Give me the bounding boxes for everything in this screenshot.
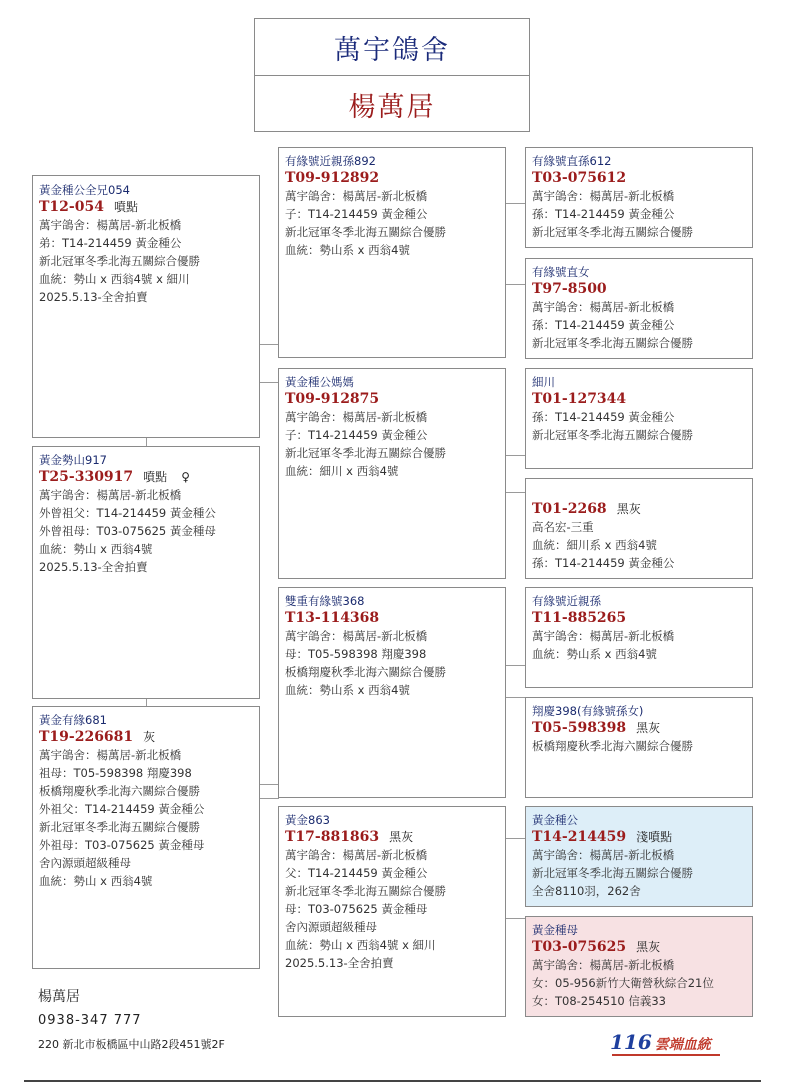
info-line: 血統：勢山系 x 西翁4號 bbox=[532, 647, 657, 661]
pigeon-name: 有緣號近親孫892 bbox=[285, 154, 376, 168]
pigeon-name: 黃金有緣681 bbox=[39, 713, 107, 727]
info-line: 祖母：T05-598398 翔慶398 bbox=[39, 766, 192, 780]
ring-number: T13-114368 bbox=[285, 610, 380, 626]
footer-address: 220 新北市板橋區中山路2段451號2F bbox=[38, 1038, 225, 1051]
pigeon-name: 雙重有緣號368 bbox=[285, 594, 365, 608]
info-line: 孫：T14-214459 黃金種公 bbox=[532, 318, 675, 332]
feather-color: 灰 bbox=[143, 730, 156, 744]
logo-number: 116 bbox=[610, 1030, 652, 1054]
info-line: 外祖母：T03-075625 黃金種母 bbox=[39, 838, 205, 852]
info-line: 弟：T14-214459 黃金種公 bbox=[39, 236, 182, 250]
brand-logo bbox=[610, 1030, 711, 1054]
ring-number: T14-214459 淺噴點 bbox=[532, 829, 673, 845]
pigeon-card-8500 bbox=[525, 258, 753, 359]
info-line: 萬宇鴿舍：楊萬居-新北板橋 bbox=[532, 629, 675, 643]
info-line: 萬宇鴿舍：楊萬居-新北板橋 bbox=[39, 748, 182, 762]
pigeon-card-625 bbox=[525, 916, 753, 1017]
ring-number: T12-054 噴點 bbox=[39, 199, 138, 215]
ring-number: T05-598398 黑灰 bbox=[532, 720, 661, 736]
info-line: 孫：T14-214459 黃金種公 bbox=[532, 556, 675, 570]
info-line: 女：05-956新竹大衛營秋綜合21位 bbox=[532, 976, 714, 990]
feather-color: 淺噴點 bbox=[636, 830, 673, 844]
ring-number: T19-226681 灰 bbox=[39, 729, 156, 745]
female-icon: ♀ bbox=[181, 470, 190, 484]
footer-phone: 0938-347 777 bbox=[38, 1013, 142, 1028]
ring-number: T17-881863 黑灰 bbox=[285, 829, 414, 845]
pigeon-name: 翔慶398(有緣號孫女) bbox=[532, 704, 644, 718]
pigeon-card-368 bbox=[278, 587, 506, 798]
pigeon-card-2268 bbox=[525, 478, 753, 579]
info-line: 2025.5.13-全舍拍賣 bbox=[39, 290, 148, 304]
info-line: 高名宏-三重 bbox=[532, 520, 594, 534]
connector bbox=[505, 284, 525, 285]
ring-number: T01-2268 黑灰 bbox=[532, 501, 641, 517]
contact-footer bbox=[38, 985, 225, 1057]
pigeon-name: 有緣號直孫612 bbox=[532, 154, 612, 168]
info-line: 萬宇鴿舍：楊萬居-新北板橋 bbox=[285, 189, 428, 203]
info-line: 萬宇鴿舍：楊萬居-新北板橋 bbox=[532, 189, 675, 203]
info-line: 新北冠軍冬季北海五關綜合優勝 bbox=[285, 225, 446, 239]
connector bbox=[505, 665, 525, 666]
feather-color: 噴點 bbox=[143, 470, 168, 484]
connector bbox=[259, 382, 279, 383]
info-line: 舍內源頭超級種母 bbox=[285, 920, 377, 934]
pigeon-card-681 bbox=[32, 706, 260, 969]
info-line: 孫：T14-214459 黃金種公 bbox=[532, 207, 675, 221]
ring-number: T09-912875 bbox=[285, 391, 380, 407]
logo-text: 雲端血統 bbox=[654, 1037, 711, 1053]
info-line: 板橋翔慶秋季北海六關綜合優勝 bbox=[285, 665, 446, 679]
pigeon-name: 黃金種母 bbox=[532, 923, 578, 937]
info-line: 血統：勢山 x 西翁4號 bbox=[39, 874, 153, 888]
info-line: 子：T14-214459 黃金種公 bbox=[285, 428, 428, 442]
info-line: 血統：細川系 x 西翁4號 bbox=[532, 538, 657, 552]
footer-owner: 楊萬居 bbox=[38, 989, 80, 1005]
owner-name: 楊萬居 bbox=[348, 92, 436, 123]
title-box bbox=[254, 18, 530, 132]
info-line: 女：T08-254510 信義33 bbox=[532, 994, 666, 1008]
pigeon-card-612 bbox=[525, 147, 753, 248]
info-line: 外曾祖母：T03-075625 黃金種母 bbox=[39, 524, 216, 538]
info-line: 萬宇鴿舍：楊萬居-新北板橋 bbox=[532, 958, 675, 972]
connector bbox=[505, 838, 525, 839]
connector bbox=[259, 344, 279, 345]
connector bbox=[259, 784, 279, 785]
feather-color: 黑灰 bbox=[636, 940, 661, 954]
info-line: 萬宇鴿舍：楊萬居-新北板橋 bbox=[285, 629, 428, 643]
pigeon-card-subject bbox=[32, 175, 260, 438]
ring-number: T97-8500 bbox=[532, 281, 607, 297]
pigeon-card-875 bbox=[278, 368, 506, 579]
pigeon-name: 黃金勢山917 bbox=[39, 453, 107, 467]
loft-name: 萬宇鴿舍 bbox=[255, 19, 529, 76]
pigeon-name: 有緣號直女 bbox=[532, 265, 590, 279]
info-line: 萬宇鴿舍：楊萬居-新北板橋 bbox=[285, 848, 428, 862]
pigeon-name: 黃金863 bbox=[285, 813, 330, 827]
ring-number: T03-075625 黑灰 bbox=[532, 939, 661, 955]
pigeon-card-863 bbox=[278, 806, 506, 1017]
info-line: 血統：勢山 x 西翁4號 x 細川 bbox=[39, 272, 190, 286]
pigeon-name: 黃金種公 bbox=[532, 813, 578, 827]
info-line: 舍內源頭超級種母 bbox=[39, 856, 131, 870]
info-line: 外祖父：T14-214459 黃金種公 bbox=[39, 802, 205, 816]
info-line: 全舍8110羽，262舍 bbox=[532, 884, 641, 898]
pigeon-card-459 bbox=[525, 806, 753, 907]
connector bbox=[505, 918, 525, 919]
info-line: 板橋翔慶秋季北海六關綜合優勝 bbox=[39, 784, 200, 798]
logo-underline bbox=[612, 1054, 720, 1056]
info-line: 新北冠軍冬季北海五關綜合優勝 bbox=[532, 225, 693, 239]
info-line: 新北冠軍冬季北海五關綜合優勝 bbox=[39, 254, 200, 268]
info-line: 孫：T14-214459 黃金種公 bbox=[532, 410, 675, 424]
info-line: 萬宇鴿舍：楊萬居-新北板橋 bbox=[285, 410, 428, 424]
pigeon-card-344 bbox=[525, 368, 753, 469]
ring-number: T09-912892 bbox=[285, 170, 380, 186]
feather-color: 黑灰 bbox=[616, 502, 641, 516]
connector bbox=[505, 455, 525, 456]
info-line: 外曾祖父：T14-214459 黃金種公 bbox=[39, 506, 216, 520]
bottom-divider bbox=[24, 1080, 761, 1082]
info-line: 新北冠軍冬季北海五關綜合優勝 bbox=[532, 866, 693, 880]
info-line: 血統：勢山系 x 西翁4號 bbox=[285, 683, 410, 697]
pigeon-name: 細川 bbox=[532, 375, 555, 389]
pigeon-card-265 bbox=[525, 587, 753, 688]
info-line: 新北冠軍冬季北海五關綜合優勝 bbox=[532, 428, 693, 442]
connector bbox=[505, 697, 525, 698]
feather-color: 黑灰 bbox=[389, 830, 414, 844]
connector bbox=[259, 798, 279, 799]
info-line: 新北冠軍冬季北海五關綜合優勝 bbox=[285, 884, 446, 898]
info-line: 父：T14-214459 黃金種公 bbox=[285, 866, 428, 880]
info-line: 血統：細川 x 西翁4號 bbox=[285, 464, 399, 478]
info-line: 新北冠軍冬季北海五關綜合優勝 bbox=[39, 820, 200, 834]
pigeon-name: 黃金種公媽媽 bbox=[285, 375, 354, 389]
info-line: 母：T05-598398 翔慶398 bbox=[285, 647, 427, 661]
feather-color: 黑灰 bbox=[636, 721, 661, 735]
info-line: 萬宇鴿舍：楊萬居-新北板橋 bbox=[39, 488, 182, 502]
pigeon-name: 有緣號近親孫 bbox=[532, 594, 601, 608]
ring-number: T11-885265 bbox=[532, 610, 627, 626]
info-line: 血統：勢山 x 西翁4號 bbox=[39, 542, 153, 556]
info-line: 血統：勢山 x 西翁4號 x 細川 bbox=[285, 938, 436, 952]
info-line: 新北冠軍冬季北海五關綜合優勝 bbox=[285, 446, 446, 460]
ring-number: T25-330917 噴點 ♀ bbox=[39, 469, 190, 485]
info-line: 2025.5.13-全舍拍賣 bbox=[285, 956, 394, 970]
info-line: 萬宇鴿舍：楊萬居-新北板橋 bbox=[39, 218, 182, 232]
pigeon-card-892 bbox=[278, 147, 506, 358]
info-line: 子：T14-214459 黃金種公 bbox=[285, 207, 428, 221]
pigeon-card-917 bbox=[32, 446, 260, 699]
feather-color: 噴點 bbox=[113, 200, 138, 214]
ring-number: T03-075612 bbox=[532, 170, 627, 186]
info-line: 板橋翔慶秋季北海六關綜合優勝 bbox=[532, 739, 693, 753]
connector bbox=[505, 492, 525, 493]
info-line: 萬宇鴿舍：楊萬居-新北板橋 bbox=[532, 848, 675, 862]
info-line: 萬宇鴿舍：楊萬居-新北板橋 bbox=[532, 300, 675, 314]
info-line: 血統：勢山系 x 西翁4號 bbox=[285, 243, 410, 257]
info-line: 2025.5.13-全舍拍賣 bbox=[39, 560, 148, 574]
info-line: 新北冠軍冬季北海五關綜合優勝 bbox=[532, 336, 693, 350]
connector bbox=[505, 203, 525, 204]
pigeon-name: 黃金種公全兄054 bbox=[39, 183, 130, 197]
info-line: 母：T03-075625 黃金種母 bbox=[285, 902, 428, 916]
pigeon-card-398 bbox=[525, 697, 753, 798]
ring-number: T01-127344 bbox=[532, 391, 627, 407]
